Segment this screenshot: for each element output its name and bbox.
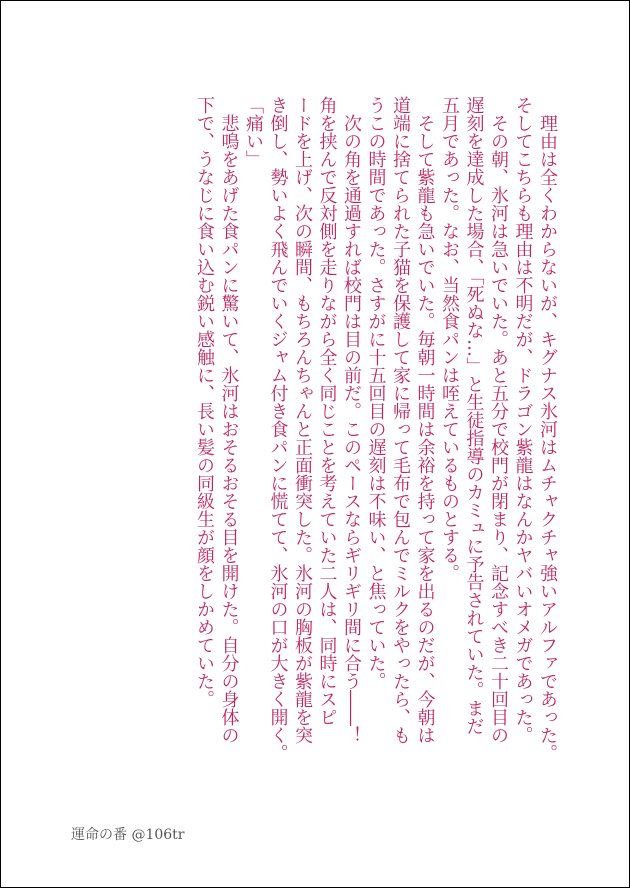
text-line: 理由は全くわからないが、キグナス氷河はムチャクチャ強いアルファであった。 xyxy=(537,96,558,762)
text-line: 遅刻を達成した場合、「死ぬな…」と生徒指導のカミュに予告されていた。まだ xyxy=(463,96,485,735)
text-line: その朝、氷河は急いでいた。あと五分で校門が閉まり、記念すべき二十回目の xyxy=(488,96,509,744)
text-line: 五月であった。なお、当然食パンは咥えているものとする。 xyxy=(439,96,460,582)
text-line: 悲鳴をあげた食パンに驚いて、氷河はおそるおそる目を開けた。自分の身体の xyxy=(218,96,240,744)
footer-credit: 運命の番 @106tr xyxy=(71,827,185,843)
text-line: うこの時間であった。さすがに十五回目の遅刻は不味い、と焦っていた。 xyxy=(365,96,387,690)
text-line: 道端に捨てられた子猫を保護して家に帰って毛布で包んでミルクをやったら、も xyxy=(390,96,411,744)
text-line: ードを上げ、次の瞬間、もちろんちゃんと正面衝突した。氷河の胸板が紫龍を突 xyxy=(292,96,313,744)
text-line: 下で、うなじに食い込む鋭い感触に、長い髪の同級生が顔をしかめていた。 xyxy=(194,96,215,708)
vertical-story-text xyxy=(192,96,560,816)
text-line: 「痛い」 xyxy=(243,96,264,168)
text-line: き倒し、勢いよく飛んでいくジャム付き食パンに慌てて、氷河の口が大きく開く。 xyxy=(267,96,289,762)
text-line: 角を挟んで反対側を走りながら全く同じことを考えていた二人は、同時にスピ xyxy=(316,96,338,726)
text-line: 次の角を通過すれば校門は目の前だ。このペースならギリギリ間に合う――！ xyxy=(341,96,362,744)
text-line: そしてこちらも理由は不明だが、ドラゴン紫龍はなんかヤバいオメガであった。 xyxy=(512,96,534,744)
text-line: そして紫龍も急いでいた。毎朝一時間は余裕を持って家を出るのだが、今朝は xyxy=(414,96,436,744)
